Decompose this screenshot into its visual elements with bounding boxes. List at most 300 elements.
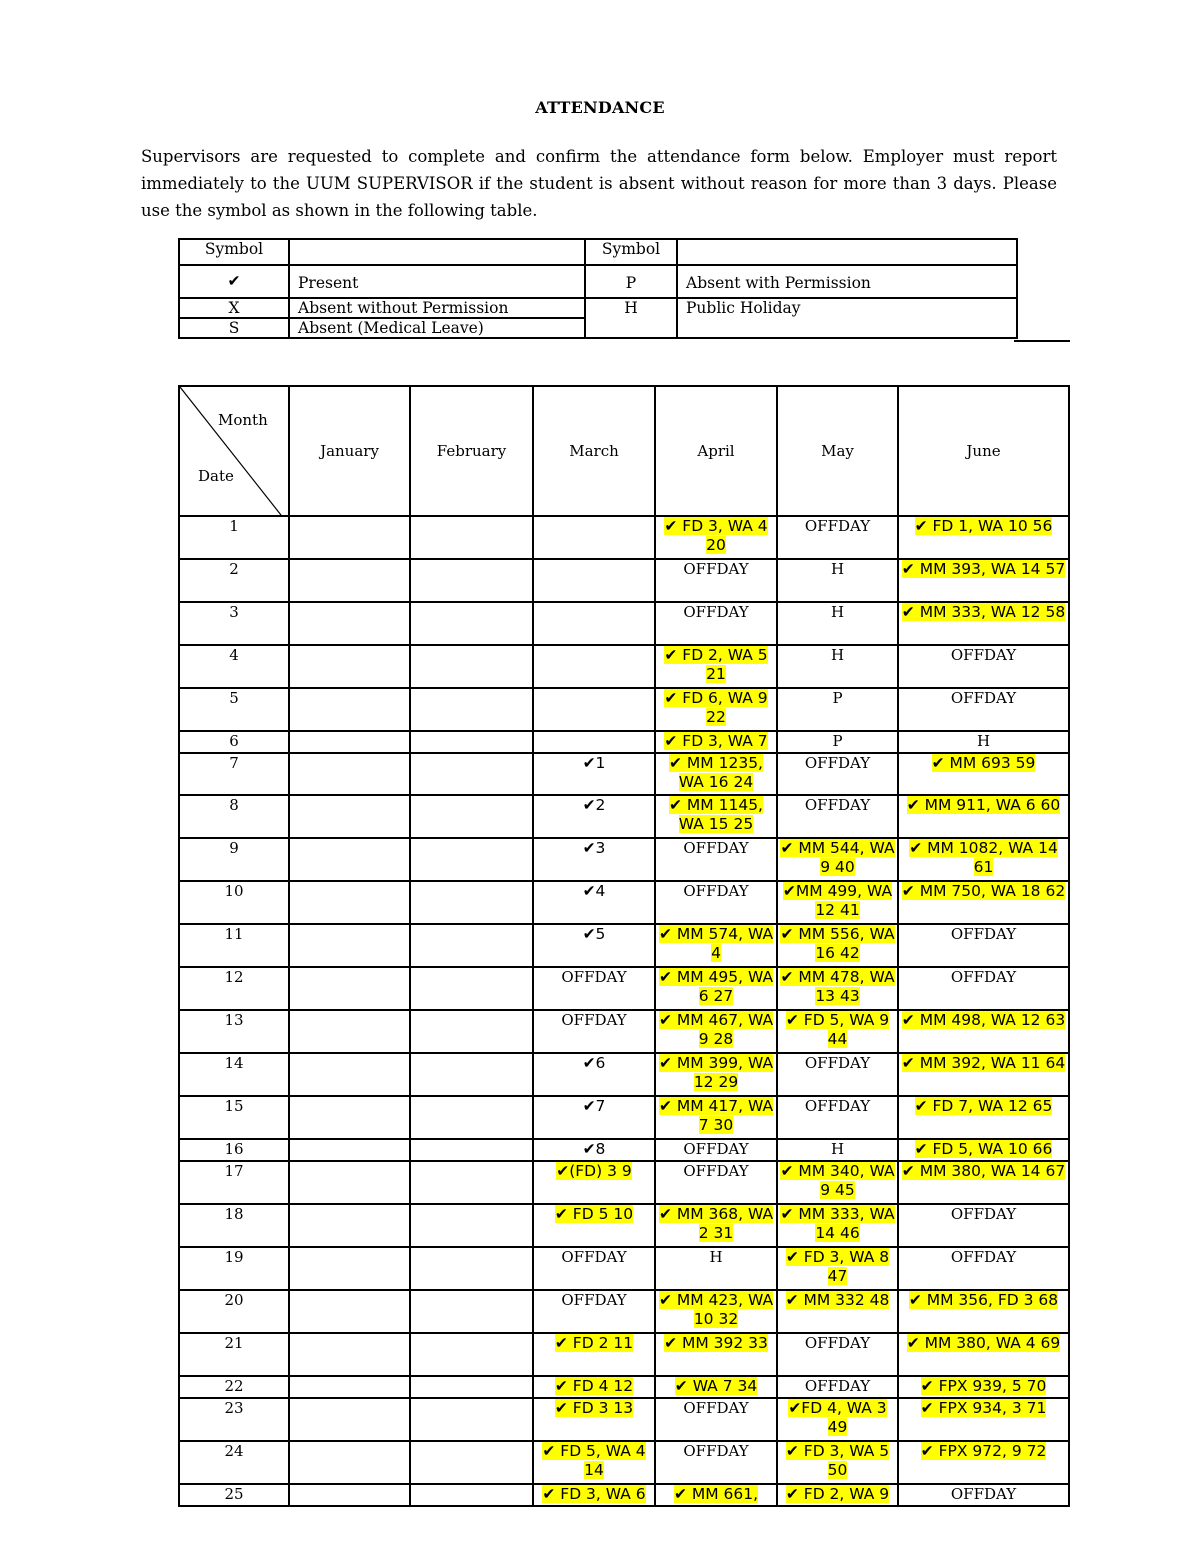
attendance-cell-february: [410, 1441, 533, 1484]
attendance-cell-january: [289, 967, 410, 1010]
attendance-entry: ✔ FD 2 11: [554, 1334, 634, 1352]
attendance-cell-march: [533, 838, 655, 881]
attendance-cell-june: [898, 753, 1069, 795]
attendance-entry: H: [830, 646, 845, 664]
attendance-cell-april: [655, 1053, 777, 1096]
attendance-cell-june: [898, 881, 1069, 924]
attendance-entry: ✔ MM 392, WA 11 64: [901, 1054, 1066, 1072]
date-row: [179, 1247, 1069, 1290]
month-date-corner-cell: [179, 386, 289, 516]
date-row: [179, 688, 1069, 731]
date-cell: 6: [179, 731, 289, 753]
attendance-cell-january: [289, 838, 410, 881]
attendance-cell-february: [410, 1247, 533, 1290]
attendance-entry: ✔ MM 544, WA 9 40: [780, 839, 895, 876]
attendance-cell-june: [898, 1290, 1069, 1333]
date-row: [179, 967, 1069, 1010]
attendance-cell-february: [410, 1161, 533, 1204]
date-row: [179, 1398, 1069, 1441]
attendance-entry: OFFDAY: [561, 1248, 627, 1266]
attendance-entry: ✔3: [582, 839, 606, 857]
attendance-entry: OFFDAY: [950, 968, 1017, 986]
date-row: [179, 731, 1069, 753]
attendance-cell-april: [655, 838, 777, 881]
attendance-cell-january: [289, 516, 410, 559]
diagonal-divider: [180, 387, 292, 517]
attendance-cell-march: [533, 1247, 655, 1290]
attendance-cell-april: [655, 795, 777, 838]
date-cell: 12: [179, 967, 289, 1010]
attendance-entry: ✔ FPX 939, 5 70: [920, 1377, 1047, 1395]
legend-underline: [1014, 340, 1070, 342]
attendance-cell-april: [655, 1139, 777, 1161]
attendance-cell-january: [289, 731, 410, 753]
attendance-entry: ✔8: [582, 1140, 606, 1158]
legend-label-header: [289, 239, 585, 265]
attendance-cell-april: [655, 602, 777, 645]
date-cell: 9: [179, 838, 289, 881]
month-header-february: February: [410, 386, 533, 516]
attendance-entry: ✔ MM 661,: [673, 1485, 759, 1503]
attendance-entry: ✔ FD 5, WA 9 44: [785, 1011, 890, 1048]
attendance-cell-june: [898, 559, 1069, 602]
absent-with-permission-label: Absent with Permission: [677, 265, 1017, 298]
attendance-cell-march: [533, 1441, 655, 1484]
attendance-entry: ✔ FD 2, WA 9: [785, 1485, 890, 1503]
attendance-cell-april: [655, 1096, 777, 1139]
date-cell: 19: [179, 1247, 289, 1290]
attendance-entry: OFFDAY: [561, 1291, 627, 1309]
attendance-cell-march: [533, 645, 655, 688]
attendance-cell-may: [777, 516, 898, 559]
date-cell: 25: [179, 1484, 289, 1506]
attendance-cell-may: [777, 731, 898, 753]
attendance-cell-april: [655, 516, 777, 559]
attendance-cell-june: [898, 731, 1069, 753]
attendance-cell-february: [410, 838, 533, 881]
attendance-cell-may: [777, 924, 898, 967]
attendance-cell-march: [533, 1139, 655, 1161]
attendance-cell-january: [289, 881, 410, 924]
attendance-entry: ✔ FD 1, WA 10 56: [914, 517, 1053, 535]
date-cell: 11: [179, 924, 289, 967]
public-holiday-symbol: H: [585, 298, 677, 338]
attendance-entry: ✔5: [582, 925, 606, 943]
attendance-entry: ✔ WA 7 34: [674, 1377, 758, 1395]
attendance-cell-april: [655, 688, 777, 731]
attendance-entry: ✔ FD 5 10: [554, 1205, 634, 1223]
date-cell: 15: [179, 1096, 289, 1139]
date-cell: 5: [179, 688, 289, 731]
date-row: [179, 881, 1069, 924]
attendance-cell-may: [777, 1161, 898, 1204]
attendance-cell-february: [410, 1096, 533, 1139]
attendance-cell-april: [655, 967, 777, 1010]
attendance-cell-june: [898, 516, 1069, 559]
attendance-cell-january: [289, 1161, 410, 1204]
attendance-cell-april: [655, 1333, 777, 1376]
attendance-cell-june: [898, 1247, 1069, 1290]
attendance-entry: ✔ FD 7, WA 12 65: [914, 1097, 1053, 1115]
month-header-april: April: [655, 386, 777, 516]
attendance-entry: ✔ MM 333, WA 12 58: [901, 603, 1066, 621]
attendance-cell-june: [898, 1333, 1069, 1376]
attendance-cell-february: [410, 795, 533, 838]
present-label: Present: [289, 265, 585, 298]
attendance-cell-may: [777, 602, 898, 645]
attendance-cell-april: [655, 1290, 777, 1333]
attendance-entry: ✔ MM 1082, WA 14 61: [909, 839, 1058, 876]
attendance-cell-january: [289, 1010, 410, 1053]
attendance-cell-june: [898, 1096, 1069, 1139]
attendance-entry: OFFDAY: [804, 754, 871, 772]
attendance-cell-february: [410, 731, 533, 753]
attendance-cell-april: [655, 1398, 777, 1441]
date-row: [179, 1096, 1069, 1139]
attendance-cell-february: [410, 516, 533, 559]
attendance-cell-may: [777, 967, 898, 1010]
attendance-cell-march: [533, 516, 655, 559]
attendance-entry: ✔2: [582, 796, 606, 814]
attendance-cell-february: [410, 688, 533, 731]
attendance-entry: H: [976, 732, 991, 750]
attendance-cell-march: [533, 1096, 655, 1139]
date-cell: 14: [179, 1053, 289, 1096]
attendance-entry: ✔ MM 556, WA 16 42: [780, 925, 895, 962]
month-header-january: January: [289, 386, 410, 516]
attendance-entry: ✔ FD 3, WA 7: [664, 732, 768, 750]
date-row: [179, 1484, 1069, 1506]
attendance-cell-january: [289, 602, 410, 645]
attendance-entry: ✔ MM 467, WA 9 28: [658, 1011, 774, 1048]
attendance-entry: ✔ MM 478, WA 13 43: [780, 968, 895, 1005]
legend-symbol-header: Symbol: [179, 239, 289, 265]
attendance-cell-february: [410, 1139, 533, 1161]
attendance-cell-may: [777, 1398, 898, 1441]
attendance-entry: OFFDAY: [561, 968, 627, 986]
date-cell: 16: [179, 1139, 289, 1161]
attendance-cell-march: [533, 1398, 655, 1441]
date-row: [179, 1333, 1069, 1376]
absent-without-permission-label: Absent without Permission: [289, 298, 585, 318]
date-row: [179, 1139, 1069, 1161]
attendance-cell-may: [777, 1333, 898, 1376]
legend-row: [179, 265, 1017, 298]
date-row: [179, 1161, 1069, 1204]
attendance-cell-january: [289, 1376, 410, 1398]
month-header-june: June: [898, 386, 1069, 516]
date-row: [179, 1376, 1069, 1398]
attendance-entry: ✔ FD 4 12: [554, 1377, 634, 1395]
date-cell: 1: [179, 516, 289, 559]
attendance-entry: ✔ MM 380, WA 14 67: [901, 1162, 1066, 1180]
attendance-cell-april: [655, 1376, 777, 1398]
date-row: [179, 1441, 1069, 1484]
attendance-cell-january: [289, 924, 410, 967]
attendance-cell-april: [655, 753, 777, 795]
attendance-cell-march: [533, 602, 655, 645]
date-cell: 20: [179, 1290, 289, 1333]
attendance-cell-march: [533, 731, 655, 753]
attendance-entry: ✔4: [582, 882, 606, 900]
attendance-cell-march: [533, 924, 655, 967]
attendance-cell-april: [655, 1204, 777, 1247]
attendance-entry: ✔1: [582, 754, 606, 772]
date-cell: 7: [179, 753, 289, 795]
instructions-paragraph: Supervisors are requested to complete and confirm the attendance form below. Employer must report immediately to the UUM SUPERVISOR if the student is absent without reason for more than 3 days. Please use the symbol as shown in the following table.: [141, 147, 1057, 220]
corner-month-label: Month: [218, 411, 268, 429]
attendance-entry: OFFDAY: [950, 646, 1017, 664]
attendance-cell-april: [655, 1484, 777, 1506]
attendance-cell-may: [777, 838, 898, 881]
attendance-cell-february: [410, 1290, 533, 1333]
date-row: [179, 795, 1069, 838]
attendance-cell-may: [777, 1247, 898, 1290]
date-cell: 8: [179, 795, 289, 838]
attendance-cell-june: [898, 1010, 1069, 1053]
date-row: [179, 602, 1069, 645]
attendance-entry: ✔ MM 340, WA 9 45: [780, 1162, 895, 1199]
attendance-cell-february: [410, 1484, 533, 1506]
attendance-entry: OFFDAY: [683, 1442, 749, 1460]
attendance-cell-march: [533, 1290, 655, 1333]
attendance-cell-may: [777, 1441, 898, 1484]
legend-symbol-header: Symbol: [585, 239, 677, 265]
attendance-cell-april: [655, 1441, 777, 1484]
attendance-entry: ✔ MM 417, WA 7 30: [658, 1097, 774, 1134]
attendance-cell-may: [777, 1139, 898, 1161]
attendance-cell-january: [289, 1204, 410, 1247]
attendance-cell-june: [898, 688, 1069, 731]
attendance-cell-april: [655, 731, 777, 753]
present-symbol: ✔: [179, 265, 289, 298]
legend-header-row: [179, 239, 1017, 265]
attendance-cell-january: [289, 645, 410, 688]
attendance-entry: OFFDAY: [804, 1377, 871, 1395]
attendance-entry: ✔ FD 5, WA 4 14: [542, 1442, 646, 1479]
attendance-entry: ✔ MM 423, WA 10 32: [658, 1291, 774, 1328]
attendance-cell-may: [777, 1376, 898, 1398]
attendance-cell-june: [898, 1204, 1069, 1247]
attendance-cell-february: [410, 1376, 533, 1398]
attendance-cell-june: [898, 1398, 1069, 1441]
date-cell: 3: [179, 602, 289, 645]
attendance-entry: ✔ FPX 972, 9 72: [920, 1442, 1047, 1460]
attendance-cell-april: [655, 1161, 777, 1204]
attendance-entry: OFFDAY: [561, 1011, 627, 1029]
attendance-cell-march: [533, 1333, 655, 1376]
attendance-cell-february: [410, 1333, 533, 1376]
medical-leave-symbol: S: [179, 318, 289, 338]
attendance-cell-february: [410, 1053, 533, 1096]
attendance-entry: ✔ FD 3, WA 8 47: [785, 1248, 890, 1285]
date-row: [179, 924, 1069, 967]
attendance-cell-january: [289, 1139, 410, 1161]
attendance-entry: ✔ FD 5, WA 10 66: [914, 1140, 1053, 1158]
attendance-cell-february: [410, 1204, 533, 1247]
date-cell: 23: [179, 1398, 289, 1441]
absent-without-permission-symbol: X: [179, 298, 289, 318]
date-cell: 10: [179, 881, 289, 924]
attendance-entry: OFFDAY: [683, 882, 749, 900]
medical-leave-label: Absent (Medical Leave): [289, 318, 585, 338]
attendance-entry: ✔ MM 332 48: [785, 1291, 890, 1309]
date-row: [179, 753, 1069, 795]
attendance-entry: ✔ MM 393, WA 14 57: [901, 560, 1066, 578]
attendance-entry: ✔ MM 750, WA 18 62: [901, 882, 1066, 900]
attendance-entry: ✔ MM 1145, WA 15 25: [669, 796, 763, 833]
attendance-cell-may: [777, 795, 898, 838]
attendance-entry: P: [832, 732, 843, 750]
attendance-cell-january: [289, 1290, 410, 1333]
attendance-cell-june: [898, 924, 1069, 967]
legend-label-header: [677, 239, 1017, 265]
attendance-entry: ✔FD 4, WA 3 49: [788, 1399, 887, 1436]
attendance-cell-march: [533, 795, 655, 838]
attendance-cell-april: [655, 559, 777, 602]
attendance-entry: ✔ FD 3 13: [554, 1399, 634, 1417]
attendance-cell-june: [898, 967, 1069, 1010]
attendance-entry: ✔7: [582, 1097, 606, 1115]
attendance-cell-june: [898, 1441, 1069, 1484]
date-cell: 18: [179, 1204, 289, 1247]
attendance-cell-april: [655, 881, 777, 924]
month-header-may: May: [777, 386, 898, 516]
attendance-entry: OFFDAY: [683, 1399, 749, 1417]
date-cell: 4: [179, 645, 289, 688]
date-row: [179, 1204, 1069, 1247]
attendance-cell-may: [777, 1053, 898, 1096]
attendance-entry: ✔ MM 498, WA 12 63: [901, 1011, 1066, 1029]
attendance-cell-june: [898, 1161, 1069, 1204]
attendance-entry: OFFDAY: [950, 1248, 1017, 1266]
attendance-entry: ✔(FD) 3 9: [556, 1162, 632, 1180]
date-row: [179, 1053, 1069, 1096]
attendance-cell-january: [289, 1333, 410, 1376]
attendance-cell-may: [777, 753, 898, 795]
public-holiday-label: Public Holiday: [677, 298, 1017, 338]
attendance-entry: ✔ FD 3, WA 4 20: [664, 517, 768, 554]
attendance-entry: OFFDAY: [804, 796, 871, 814]
date-row: [179, 516, 1069, 559]
attendance-cell-february: [410, 881, 533, 924]
attendance-cell-march: [533, 688, 655, 731]
attendance-cell-june: [898, 602, 1069, 645]
attendance-cell-june: [898, 1139, 1069, 1161]
attendance-entry: H: [709, 1248, 723, 1266]
attendance-cell-february: [410, 559, 533, 602]
date-cell: 24: [179, 1441, 289, 1484]
attendance-cell-may: [777, 881, 898, 924]
attendance-cell-may: [777, 1204, 898, 1247]
attendance-cell-june: [898, 645, 1069, 688]
attendance-entry: ✔ MM 380, WA 4 69: [906, 1334, 1061, 1352]
attendance-entry: ✔ MM 1235, WA 16 24: [669, 754, 763, 791]
attendance-entry: OFFDAY: [804, 1054, 871, 1072]
attendance-entry: H: [830, 1140, 845, 1158]
attendance-cell-march: [533, 1204, 655, 1247]
attendance-cell-january: [289, 1053, 410, 1096]
attendance-entry: OFFDAY: [683, 1140, 749, 1158]
attendance-cell-may: [777, 1010, 898, 1053]
attendance-cell-june: [898, 795, 1069, 838]
attendance-cell-january: [289, 1441, 410, 1484]
attendance-cell-march: [533, 881, 655, 924]
attendance-cell-june: [898, 1053, 1069, 1096]
attendance-cell-january: [289, 1247, 410, 1290]
attendance-entry: ✔ FD 3, WA 5 50: [785, 1442, 890, 1479]
attendance-entry: OFFDAY: [683, 603, 749, 621]
attendance-entry: OFFDAY: [804, 1334, 871, 1352]
attendance-entry: H: [830, 560, 845, 578]
attendance-entry: OFFDAY: [950, 925, 1017, 943]
attendance-entry: OFFDAY: [950, 1485, 1017, 1503]
attendance-cell-january: [289, 1398, 410, 1441]
attendance-cell-march: [533, 1010, 655, 1053]
month-header-row: [179, 386, 1069, 516]
attendance-entry: ✔MM 499, WA 12 41: [782, 882, 893, 919]
attendance-entry: ✔ MM 574, WA 4: [658, 925, 774, 962]
attendance-cell-january: [289, 1484, 410, 1506]
attendance-entry: ✔ MM 368, WA 2 31: [658, 1205, 774, 1242]
date-cell: 13: [179, 1010, 289, 1053]
attendance-entry: H: [830, 603, 845, 621]
attendance-entry: ✔ FD 3, WA 6: [542, 1485, 646, 1503]
absent-with-permission-symbol: P: [585, 265, 677, 298]
date-cell: 22: [179, 1376, 289, 1398]
legend-row: [179, 298, 1017, 318]
attendance-cell-february: [410, 753, 533, 795]
attendance-cell-january: [289, 688, 410, 731]
date-cell: 21: [179, 1333, 289, 1376]
date-cell: 2: [179, 559, 289, 602]
attendance-entry: ✔ MM 356, FD 3 68: [908, 1291, 1059, 1309]
attendance-entry: OFFDAY: [804, 517, 871, 535]
attendance-entry: ✔ FPX 934, 3 71: [920, 1399, 1047, 1417]
date-cell: 17: [179, 1161, 289, 1204]
attendance-cell-june: [898, 1376, 1069, 1398]
attendance-cell-march: [533, 1376, 655, 1398]
attendance-cell-february: [410, 924, 533, 967]
attendance-cell-may: [777, 559, 898, 602]
attendance-cell-march: [533, 1161, 655, 1204]
attendance-cell-february: [410, 1010, 533, 1053]
corner-date-label: Date: [198, 467, 234, 485]
attendance-cell-may: [777, 688, 898, 731]
attendance-table: [178, 385, 1070, 1507]
attendance-cell-may: [777, 1484, 898, 1506]
attendance-entry: ✔ MM 399, WA 12 29: [658, 1054, 774, 1091]
date-row: [179, 559, 1069, 602]
symbol-legend-table: [178, 238, 1018, 339]
page-title: ATTENDANCE: [535, 98, 665, 117]
attendance-entry: OFFDAY: [683, 560, 749, 578]
attendance-cell-february: [410, 602, 533, 645]
attendance-entry: P: [832, 689, 843, 707]
month-header-march: March: [533, 386, 655, 516]
attendance-entry: OFFDAY: [683, 1162, 749, 1180]
attendance-cell-january: [289, 795, 410, 838]
attendance-cell-april: [655, 1247, 777, 1290]
attendance-cell-april: [655, 645, 777, 688]
attendance-cell-april: [655, 1010, 777, 1053]
attendance-entry: ✔6: [582, 1054, 606, 1072]
attendance-cell-february: [410, 645, 533, 688]
attendance-entry: ✔ MM 495, WA 6 27: [658, 968, 774, 1005]
attendance-cell-march: [533, 559, 655, 602]
attendance-entry: OFFDAY: [683, 839, 749, 857]
attendance-entry: OFFDAY: [950, 689, 1017, 707]
